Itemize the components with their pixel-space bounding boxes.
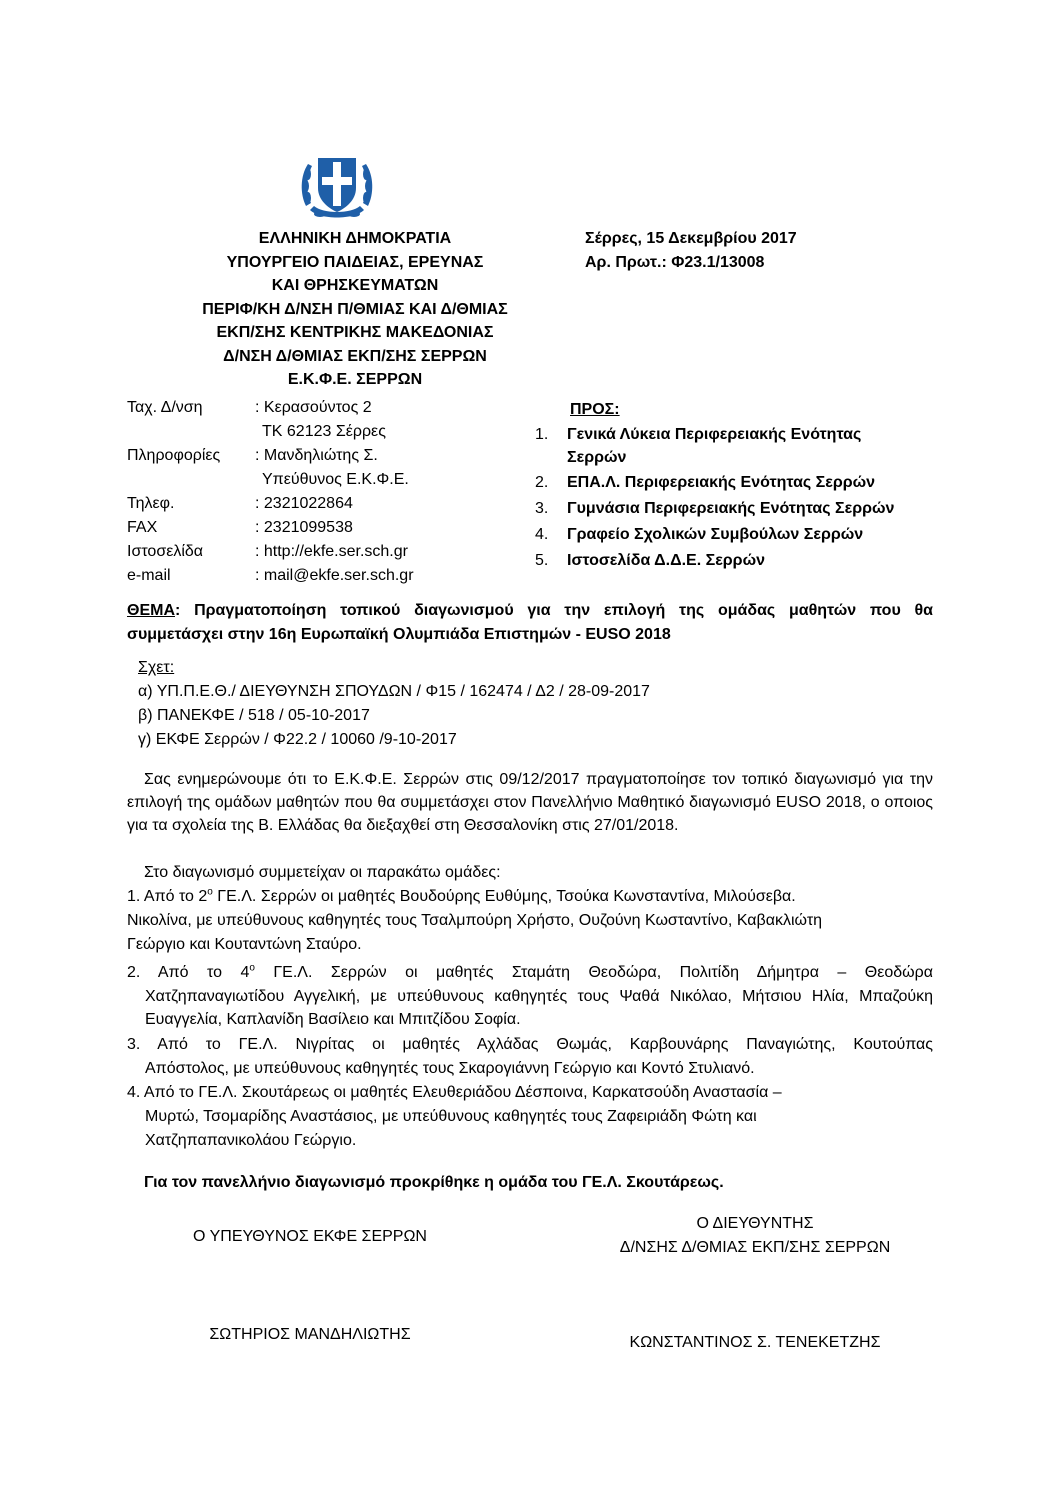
team-1-line-3: Γεώργιο και Κουταντώνη Σταύρο. <box>127 936 362 953</box>
header-line: ΕΚΠ/ΣΗΣ ΚΕΝΤΡΙΚΗΣ ΜΑΚΕΔΟΝΙΑΣ <box>216 324 494 341</box>
contact-row <box>127 516 353 540</box>
team-4: 4. Από το ΓΕ.Λ. Σκουτάρεως οι μαθητές Ελευθεριάδου Δέσποινα, Καρκατσούδη Αναστασία – <box>127 1084 782 1101</box>
contact-value: : 2321099538 <box>255 519 353 536</box>
conclusion-text: Για τον πανελλήνιο διαγωνισμό προκρίθηκε η ομάδα του ΓΕ.Λ. Σκουτάρεως. <box>144 1174 724 1191</box>
teams-intro: Στο διαγωνισμό συμμετείχαν οι παρακάτω ομάδες: <box>144 864 501 881</box>
contact-row <box>127 444 378 468</box>
recipient-item: 3. Γυμνάσια Περιφερειακής Ενότητας Σερρών <box>535 500 895 517</box>
contact-label: e-mail <box>127 567 171 584</box>
reference-item: α) ΥΠ.Π.Ε.Θ./ ΔΙΕΥΘΥΝΣΗ ΣΠΟΥΔΩΝ / Φ15 / 162474 / Δ2 / 28-09-2017 <box>138 683 650 700</box>
header-line: ΠΕΡΙΦ/ΚΗ Δ/ΝΣΗ Π/ΘΜΙΑΣ ΚΑΙ Δ/ΘΜΙΑΣ <box>202 301 508 318</box>
team-1-line-2: Νικολίνα, με υπεύθυνους καθηγητές τους Τσαλμπούρη Χρήστο, Ουζούνη Κωσταντίνο, Καβακλιώτη <box>127 912 823 929</box>
contact-value: : Κερασούντος 2 <box>255 399 372 416</box>
contact-value: : 2321022864 <box>255 495 353 512</box>
reference-item: γ) ΕΚΦΕ Σερρών / Φ22.2 / 10060 /9-10-2017 <box>138 731 457 748</box>
recipients-title: ΠΡΟΣ: <box>570 401 620 418</box>
contact-row <box>127 420 386 444</box>
team-2: 2. Από το $4^o$ ΓΕ.Λ. Σερρών οι μαθητές Σταμάτη Θεοδώρα, Πολιτίδη Δήμητρα – Θεοδώρα <box>127 962 933 981</box>
contact-value: ΤΚ 62123 Σέρρες <box>262 423 386 440</box>
contact-label: Ιστοσελίδα <box>127 543 204 560</box>
left-signatory-name: ΣΩΤΗΡΙΟΣ ΜΑΝΔΗΛΙΩΤΗΣ <box>209 1326 411 1343</box>
protocol-number: Αρ. Πρωτ.: Φ23.1/13008 <box>585 254 765 271</box>
email-link[interactable]: : mail@ekfe.ser.sch.gr <box>255 567 414 584</box>
recipient-item-continued: Σερρών <box>567 449 627 466</box>
recipient-item: 4. Γραφείο Σχολικών Συμβούλων Σερρών <box>535 526 864 543</box>
contact-row <box>127 492 353 516</box>
intro-paragraph: Σας ενημερώνουμε ότι το Ε.Κ.Φ.Ε. Σερρών στις 09/12/2017 πραγματοποίησε τον τοπικό διαγωνισμό για την επιλογή της ομάδων μαθητών που θα συμμετάσχει στον Πανελλήνιο Μαθητικό διαγωνισμό EUSO 2018, ο οποιος για τα σχολεία της Β. Ελλάδας θα διεξαχθεί στη Θεσσαλονίκη στις 27/01/2018. <box>127 771 933 834</box>
website-link[interactable]: : http://ekfe.ser.sch.gr <box>255 543 408 560</box>
contact-value: Υπεύθυνος Ε.Κ.Φ.Ε. <box>262 471 409 488</box>
subject-label: ΘΕΜΑ <box>127 602 175 619</box>
contact-row <box>127 564 414 588</box>
team-4-line-3: Χατζηπαπανικολάου Γεώργιο. <box>145 1132 357 1149</box>
subject-text: : Πραγματοποίηση τοπικού διαγωνισμού για την επιλογή της ομάδας μαθητών που θα <box>175 602 933 619</box>
greek-coat-of-arms-icon <box>296 146 378 228</box>
subject-text-continued: συμμετάσχει στην 16η Ευρωπαϊκή Ολυμπιάδα Επιστημών - EUSO 2018 <box>127 626 671 643</box>
document-date: Σέρρες, 15 Δεκεμβρίου 2017 <box>585 230 797 247</box>
contact-row <box>127 540 408 564</box>
recipient-item: 1. Γενικά Λύκεια Περιφερειακής Ενότητας <box>535 426 862 443</box>
contact-row <box>127 468 409 492</box>
right-signatory-subtitle: Δ/ΝΣΗΣ Δ/ΘΜΙΑΣ ΕΚΠ/ΣΗΣ ΣΕΡΡΩΝ <box>619 1239 891 1256</box>
right-signatory-name: ΚΩΝΣΤΑΝΤΙΝΟΣ Σ. ΤΕΝΕΚΕΤΖΗΣ <box>629 1334 881 1351</box>
team-3: 3. Από το ΓΕ.Λ. Νιγρίτας οι μαθητές Αχλάδας Θωμάς, Καρβουνάρης Παναγιώτης, Κουτούπας <box>127 1036 933 1053</box>
header-line: Δ/ΝΣΗ Δ/ΘΜΙΑΣ ΕΚΠ/ΣΗΣ ΣΕΡΡΩΝ <box>223 348 487 365</box>
recipient-item: 5. Ιστοσελίδα Δ.Δ.Ε. Σερρών <box>535 552 765 569</box>
references-title: Σχετ: <box>138 659 175 676</box>
contact-label: Πληροφορίες <box>127 447 221 464</box>
contact-label: FAX <box>127 519 158 536</box>
header-line: ΚΑΙ ΘΡΗΣΚΕΥΜΑΤΩΝ <box>271 277 439 294</box>
contact-label: Ταχ. Δ/νση <box>127 399 203 416</box>
right-signatory-title: Ο ΔΙΕΥΘΥΝΤΗΣ <box>696 1215 814 1232</box>
team-4-line-2: Μυρτώ, Τσομαρίδης Αναστάσιος, με υπεύθυνους καθηγητές τους Ζαφειριάδη Φώτη και <box>145 1108 757 1125</box>
reference-item: β) ΠΑΝΕΚΦΕ / 518 / 05-10-2017 <box>138 707 370 724</box>
team-2-continued: Χατζηπαναγιωτίδου Αγγελική, με υπεύθυνους καθηγητές τους Ψαθά Νικόλαο, Μήτσιου Ηλία, Μπαζούκη Ευαγγελία, Καπλανίδη Βασίλειο και Μπιτζίδου Σοφία. <box>145 988 933 1028</box>
team-1: 1. Από το $2^o$ ΓΕ.Λ. Σερρών οι μαθητές Βουδούρης Ευθύμης, Τσούκα Κωνσταντίνα, Μιλούσεβα. <box>127 886 796 905</box>
subject-line <box>127 599 933 623</box>
left-signatory-title: Ο ΥΠΕΥΘΥΝΟΣ ΕΚΦΕ ΣΕΡΡΩΝ <box>193 1228 427 1245</box>
team-3-line-2: Απόστολος, με υπεύθυνους καθηγητές τους Σκαρογιάννη Γεώργιο και Κοντό Στυλιανό. <box>145 1060 755 1077</box>
header-line: Ε.Κ.Φ.Ε. ΣΕΡΡΩΝ <box>287 371 423 388</box>
contact-label: Τηλεφ. <box>127 495 175 512</box>
header-line: ΕΛΛΗΝΙΚΗ ΔΗΜΟΚΡΑΤΙΑ <box>258 230 452 247</box>
header-line: ΥΠΟΥΡΓΕΙΟ ΠΑΙΔΕΙΑΣ, ΕΡΕΥΝΑΣ <box>226 254 484 271</box>
recipient-item: 2. ΕΠΑ.Λ. Περιφερειακής Ενότητας Σερρών <box>535 474 876 491</box>
contact-row <box>127 396 372 420</box>
contact-value: : Μανδηλιώτης Σ. <box>255 447 378 464</box>
